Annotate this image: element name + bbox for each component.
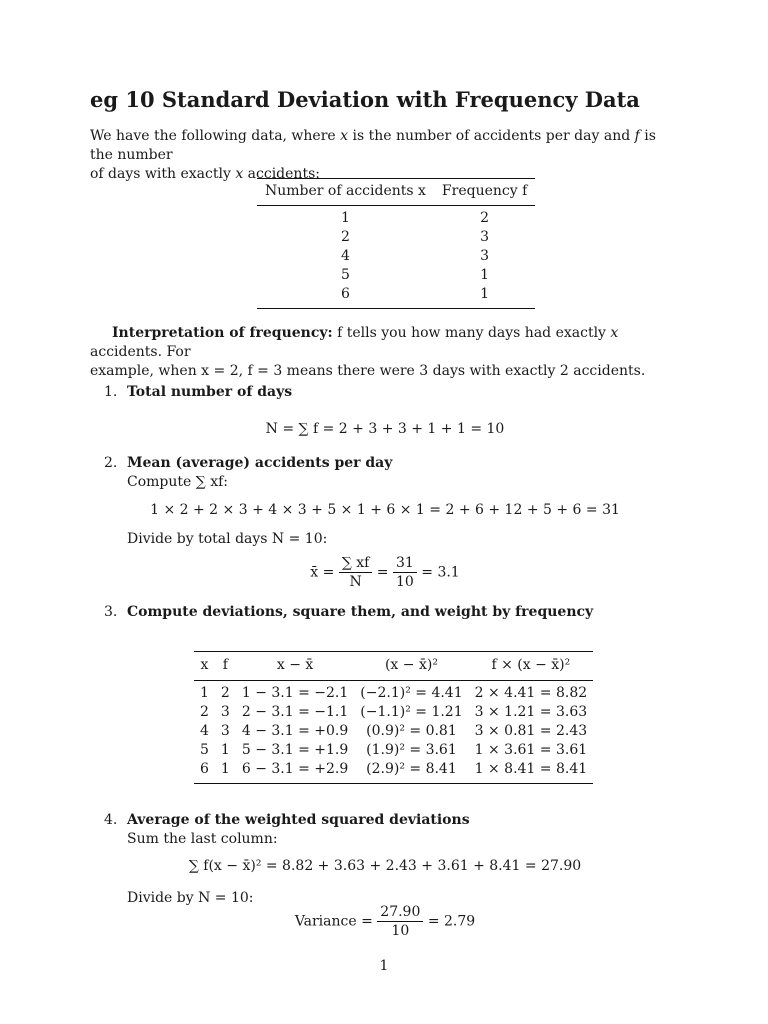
table-cell: 3 xyxy=(220,723,230,739)
fraction xyxy=(393,555,417,590)
table-cell: 1 xyxy=(220,742,230,758)
page-number: 1 xyxy=(379,958,389,974)
table-cell: 5 xyxy=(200,742,209,758)
table-cell: 3 xyxy=(220,704,230,720)
fraction-numerator: ∑ xf xyxy=(339,555,373,573)
deviation-table xyxy=(194,651,593,784)
fraction xyxy=(339,555,373,590)
table-row xyxy=(194,760,593,784)
intro-text: accidents: xyxy=(243,166,320,182)
table-row xyxy=(194,722,593,741)
equation-variance xyxy=(90,904,680,939)
table-cell: 1 xyxy=(480,267,490,283)
table-cell: 2 xyxy=(200,704,209,720)
table-cell: 2 − 3.1 = −1.1 xyxy=(241,704,349,720)
table-cell: 1 xyxy=(200,685,209,701)
page-title: eg 10 Standard Deviation with Frequency Data xyxy=(90,87,640,112)
step-label: Compute deviations, square them, and weight by frequency xyxy=(127,604,594,620)
variance-result: = 2.79 xyxy=(427,913,476,930)
table-cell: 4 xyxy=(341,248,350,264)
table-row xyxy=(194,741,593,760)
intro-text: is the number xyxy=(90,128,656,163)
table-cell: 1 × 3.61 = 3.61 xyxy=(474,742,588,758)
intro-text: of days with exactly xyxy=(90,166,236,182)
step-number: 4. xyxy=(104,812,118,828)
intro-paragraph xyxy=(90,127,680,184)
table-row xyxy=(257,247,535,266)
table-cell: 1 xyxy=(434,285,535,309)
table-cell: 6 − 3.1 = +2.9 xyxy=(236,760,354,784)
table-row xyxy=(257,285,535,309)
equation-weighted-sum: ∑ f(x − x̄)² = 8.82 + 3.63 + 2.43 + 3.61 + 8.41 = 27.90 xyxy=(188,858,582,874)
table-cell: 3 xyxy=(480,248,490,264)
table-cell: (0.9)² = 0.81 xyxy=(366,723,457,739)
fraction xyxy=(377,904,423,939)
var-x: x xyxy=(340,128,349,144)
mean-lhs: x̄ = xyxy=(310,564,335,581)
var-x: x xyxy=(610,325,619,341)
step-label: Mean (average) accidents per day xyxy=(127,455,393,471)
equation-mean xyxy=(90,555,680,590)
divide-n-text: Divide by N = 10: xyxy=(127,890,254,906)
table-cell: 5 xyxy=(341,267,350,283)
table-cell: 2 xyxy=(341,229,350,245)
table-header: Frequency f xyxy=(434,179,535,206)
table-header: f xyxy=(215,652,236,681)
step-number: 1. xyxy=(104,384,118,400)
sum-last-column-text: Sum the last column: xyxy=(127,831,278,847)
table-cell: (−1.1)² = 1.21 xyxy=(360,704,463,720)
table-cell: 4 xyxy=(200,723,209,739)
interpretation-text: accidents. For xyxy=(90,344,191,360)
variance-lhs: Variance = xyxy=(294,913,373,930)
frequency-table xyxy=(257,178,535,309)
table-cell: 1 xyxy=(215,760,236,784)
table-cell: 1 − 3.1 = −2.1 xyxy=(241,685,349,701)
intro-text: is the number of accidents per day and xyxy=(348,128,635,144)
table-header: Number of accidents x xyxy=(257,179,434,206)
equation-sum-xf: 1 × 2 + 2 × 3 + 4 × 3 + 5 × 1 + 6 × 1 = 2 + 6 + 12 + 5 + 6 = 31 xyxy=(150,502,620,518)
step-label: Total number of days xyxy=(127,384,293,400)
table-header: x − x̄ xyxy=(236,652,354,681)
table-cell: 1 xyxy=(341,210,350,226)
table-header: (x − x̄)² xyxy=(354,652,468,681)
table-row xyxy=(194,703,593,722)
var-x: x xyxy=(235,166,244,182)
interpretation-text: example, when x = 2, f = 3 means there were 3 days with exactly 2 accidents. xyxy=(90,363,646,379)
step-1 xyxy=(104,384,292,400)
table-cell: 3 × 0.81 = 2.43 xyxy=(474,723,588,739)
table-row xyxy=(257,228,535,247)
mean-result: = 3.1 xyxy=(421,564,460,581)
table-row xyxy=(257,266,535,285)
divide-total-text: Divide by total days N = 10: xyxy=(127,531,328,547)
table-cell: 2 xyxy=(480,210,490,226)
intro-text: We have the following data, where xyxy=(90,128,341,144)
fraction-numerator: 27.90 xyxy=(377,904,423,922)
table-cell: 2 × 4.41 = 8.82 xyxy=(474,685,588,701)
interpretation-paragraph xyxy=(90,324,680,381)
fraction-denominator: N xyxy=(349,574,362,590)
table-cell: (−2.1)² = 4.41 xyxy=(360,685,463,701)
table-row xyxy=(194,681,593,704)
fraction-denominator: 10 xyxy=(391,923,410,939)
table-cell: 6 xyxy=(257,285,434,309)
equation-total-days: N = ∑ f = 2 + 3 + 3 + 1 + 1 = 10 xyxy=(265,421,505,437)
fraction-numerator: 31 xyxy=(393,555,417,573)
step-label: Average of the weighted squared deviations xyxy=(127,812,470,828)
interpretation-text: f tells you how many days had exactly xyxy=(332,325,611,341)
table-cell: 3 xyxy=(480,229,490,245)
table-cell: 2 xyxy=(220,685,230,701)
step-2 xyxy=(104,455,392,471)
interpretation-label: Interpretation of frequency: xyxy=(112,325,333,341)
step-4 xyxy=(104,812,470,828)
step-number: 2. xyxy=(104,455,118,471)
compute-sum-xf-text: Compute ∑ xf: xyxy=(127,474,228,490)
fraction-denominator: 10 xyxy=(395,574,414,590)
var-f: f xyxy=(634,128,640,144)
equals-sign: = xyxy=(376,564,389,581)
table-cell: 3 × 1.21 = 3.63 xyxy=(474,704,588,720)
table-cell: (1.9)² = 3.61 xyxy=(366,742,457,758)
step-3 xyxy=(104,604,593,620)
table-header: x xyxy=(194,652,215,681)
table-cell: 1 × 8.41 = 8.41 xyxy=(469,760,594,784)
table-cell: 5 − 3.1 = +1.9 xyxy=(241,742,349,758)
table-row xyxy=(257,206,535,229)
table-cell: 6 xyxy=(194,760,215,784)
table-cell: (2.9)² = 8.41 xyxy=(354,760,468,784)
step-number: 3. xyxy=(104,604,118,620)
table-header: f × (x − x̄)² xyxy=(469,652,594,681)
table-cell: 4 − 3.1 = +0.9 xyxy=(241,723,349,739)
